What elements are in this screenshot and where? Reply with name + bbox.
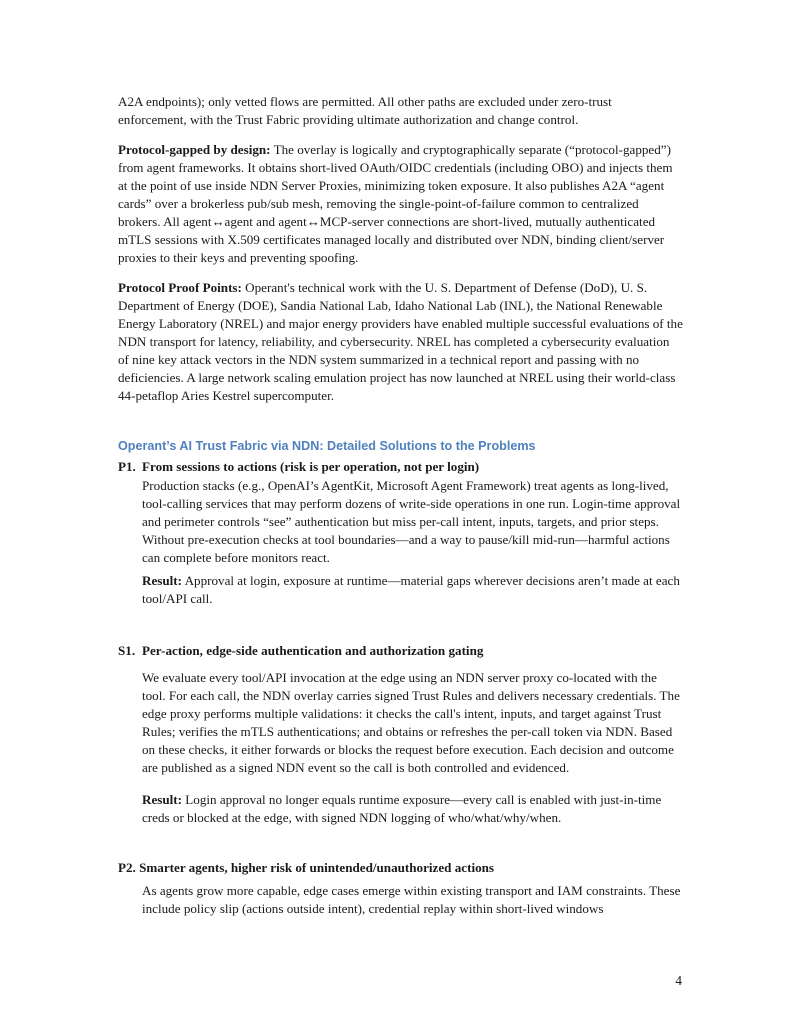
protocol-gapped-label: Protocol-gapped by design: [118, 142, 271, 157]
p1-body: Production stacks (e.g., OpenAI’s AgentKit, Microsoft Agent Framework) treat agents as long-lived, tool-calling services that may perform dozens of write-side operations in one run. Login-time approval and perimeter controls “see” authentication but miss per-call intent, inputs, targets, and prior steps. Without pre-execution checks at tool boundaries—and a way to pause/kill mid-run—harmful actions can complete before monitors react. [142, 478, 681, 565]
proof-points-label: Protocol Proof Points: [118, 280, 242, 295]
section-heading: Operant’s AI Trust Fabric via NDN: Detailed Solutions to the Problems [118, 439, 536, 453]
document-body [118, 93, 683, 918]
page-number: 4 [675, 973, 682, 988]
p1-number: P1. [118, 459, 136, 474]
p1-result [142, 572, 683, 608]
protocol-gapped-paragraph [118, 141, 683, 267]
p2-number: P2. [118, 860, 136, 875]
protocol-gapped-text: The overlay is logically and cryptographically separate (“protocol-gapped”) from agent frameworks. It obtains short-lived OAuth/OIDC credentials (including OBO) and injects them at the point of use inside NDN Server Proxies, minimizing token exposure. It also publishes A2A “agent cards” over a brokerless pub/sub mesh, removing the single-point-of-failure common to centralized brokers. All agent↔agent and agent↔MCP-server connections are short-lived, mutually authenticated mTLS sessions with X.509 certificates managed locally and distributed over NDN, binding client/server proxies to their keys and preventing spoofing. [118, 142, 673, 265]
p2-body: As agents grow more capable, edge cases emerge within existing transport and IAM constraints. These include policy slip (actions outside intent), credential replay within short-lived windows [142, 883, 681, 916]
p1-result-label: Result: [142, 573, 183, 588]
s1-result [142, 791, 683, 827]
s1-title: Per-action, edge-side authentication and authorization gating [142, 643, 484, 658]
p1-result-text: Approval at login, exposure at runtime—material gaps wherever decisions aren’t made at each tool/API call. [142, 573, 680, 606]
s1-result-label: Result: [142, 792, 183, 807]
solution-s1 [118, 642, 683, 827]
p1-title: From sessions to actions (risk is per operation, not per login) [142, 459, 480, 474]
s1-number: S1. [118, 643, 136, 658]
s1-heading [118, 642, 683, 660]
proof-points-paragraph [118, 279, 683, 405]
problem-p2 [118, 859, 683, 918]
problem-p1 [118, 458, 683, 608]
s1-body: We evaluate every tool/API invocation at the edge using an NDN server proxy co-located with the tool. For each call, the NDN overlay carries signed Trust Rules and delivers necessary credentials. The edge proxy performs multiple validations: it checks the call's intent, inputs, and target against Trust Rules; verifies the mTLS authentications; and obtains or refreshes the per-call token via NDN. Based on these checks, it either forwards or blocks the request before execution. Each decision and outcome are published as a signed NDN event so the call is both controlled and evidenced. [142, 670, 680, 775]
p1-heading [118, 458, 683, 476]
proof-points-text: Operant's technical work with the U. S. Department of Defense (DoD), U. S. Department of Energy (DOE), Sandia National Lab, Idaho National Lab (INL), the National Renewable Energy Laboratory (NREL) and major energy providers have enabled multiple successful evaluations of the NDN transport for latency, reliability, and cybersecurity. NREL has completed a cybersecurity evaluation of nine key attack vectors in the NDN system summarized in a technical report and passing with no deficiencies. A large network scaling emulation project has now launched at NREL using their world-class 44-petaflop Aries Kestrel supercomputer. [118, 280, 683, 403]
p2-title: Smarter agents, higher risk of unintended/unauthorized actions [139, 860, 495, 875]
p2-heading [118, 859, 683, 877]
s1-result-text: Login approval no longer equals runtime exposure—every call is enabled with just-in-time creds or blocked at the edge, with signed NDN logging of who/what/why/when. [142, 792, 662, 825]
intro-paragraph: A2A endpoints); only vetted flows are permitted. All other paths are excluded under zero-trust enforcement, with the Trust Fabric providing ultimate authorization and change control. [118, 94, 612, 127]
